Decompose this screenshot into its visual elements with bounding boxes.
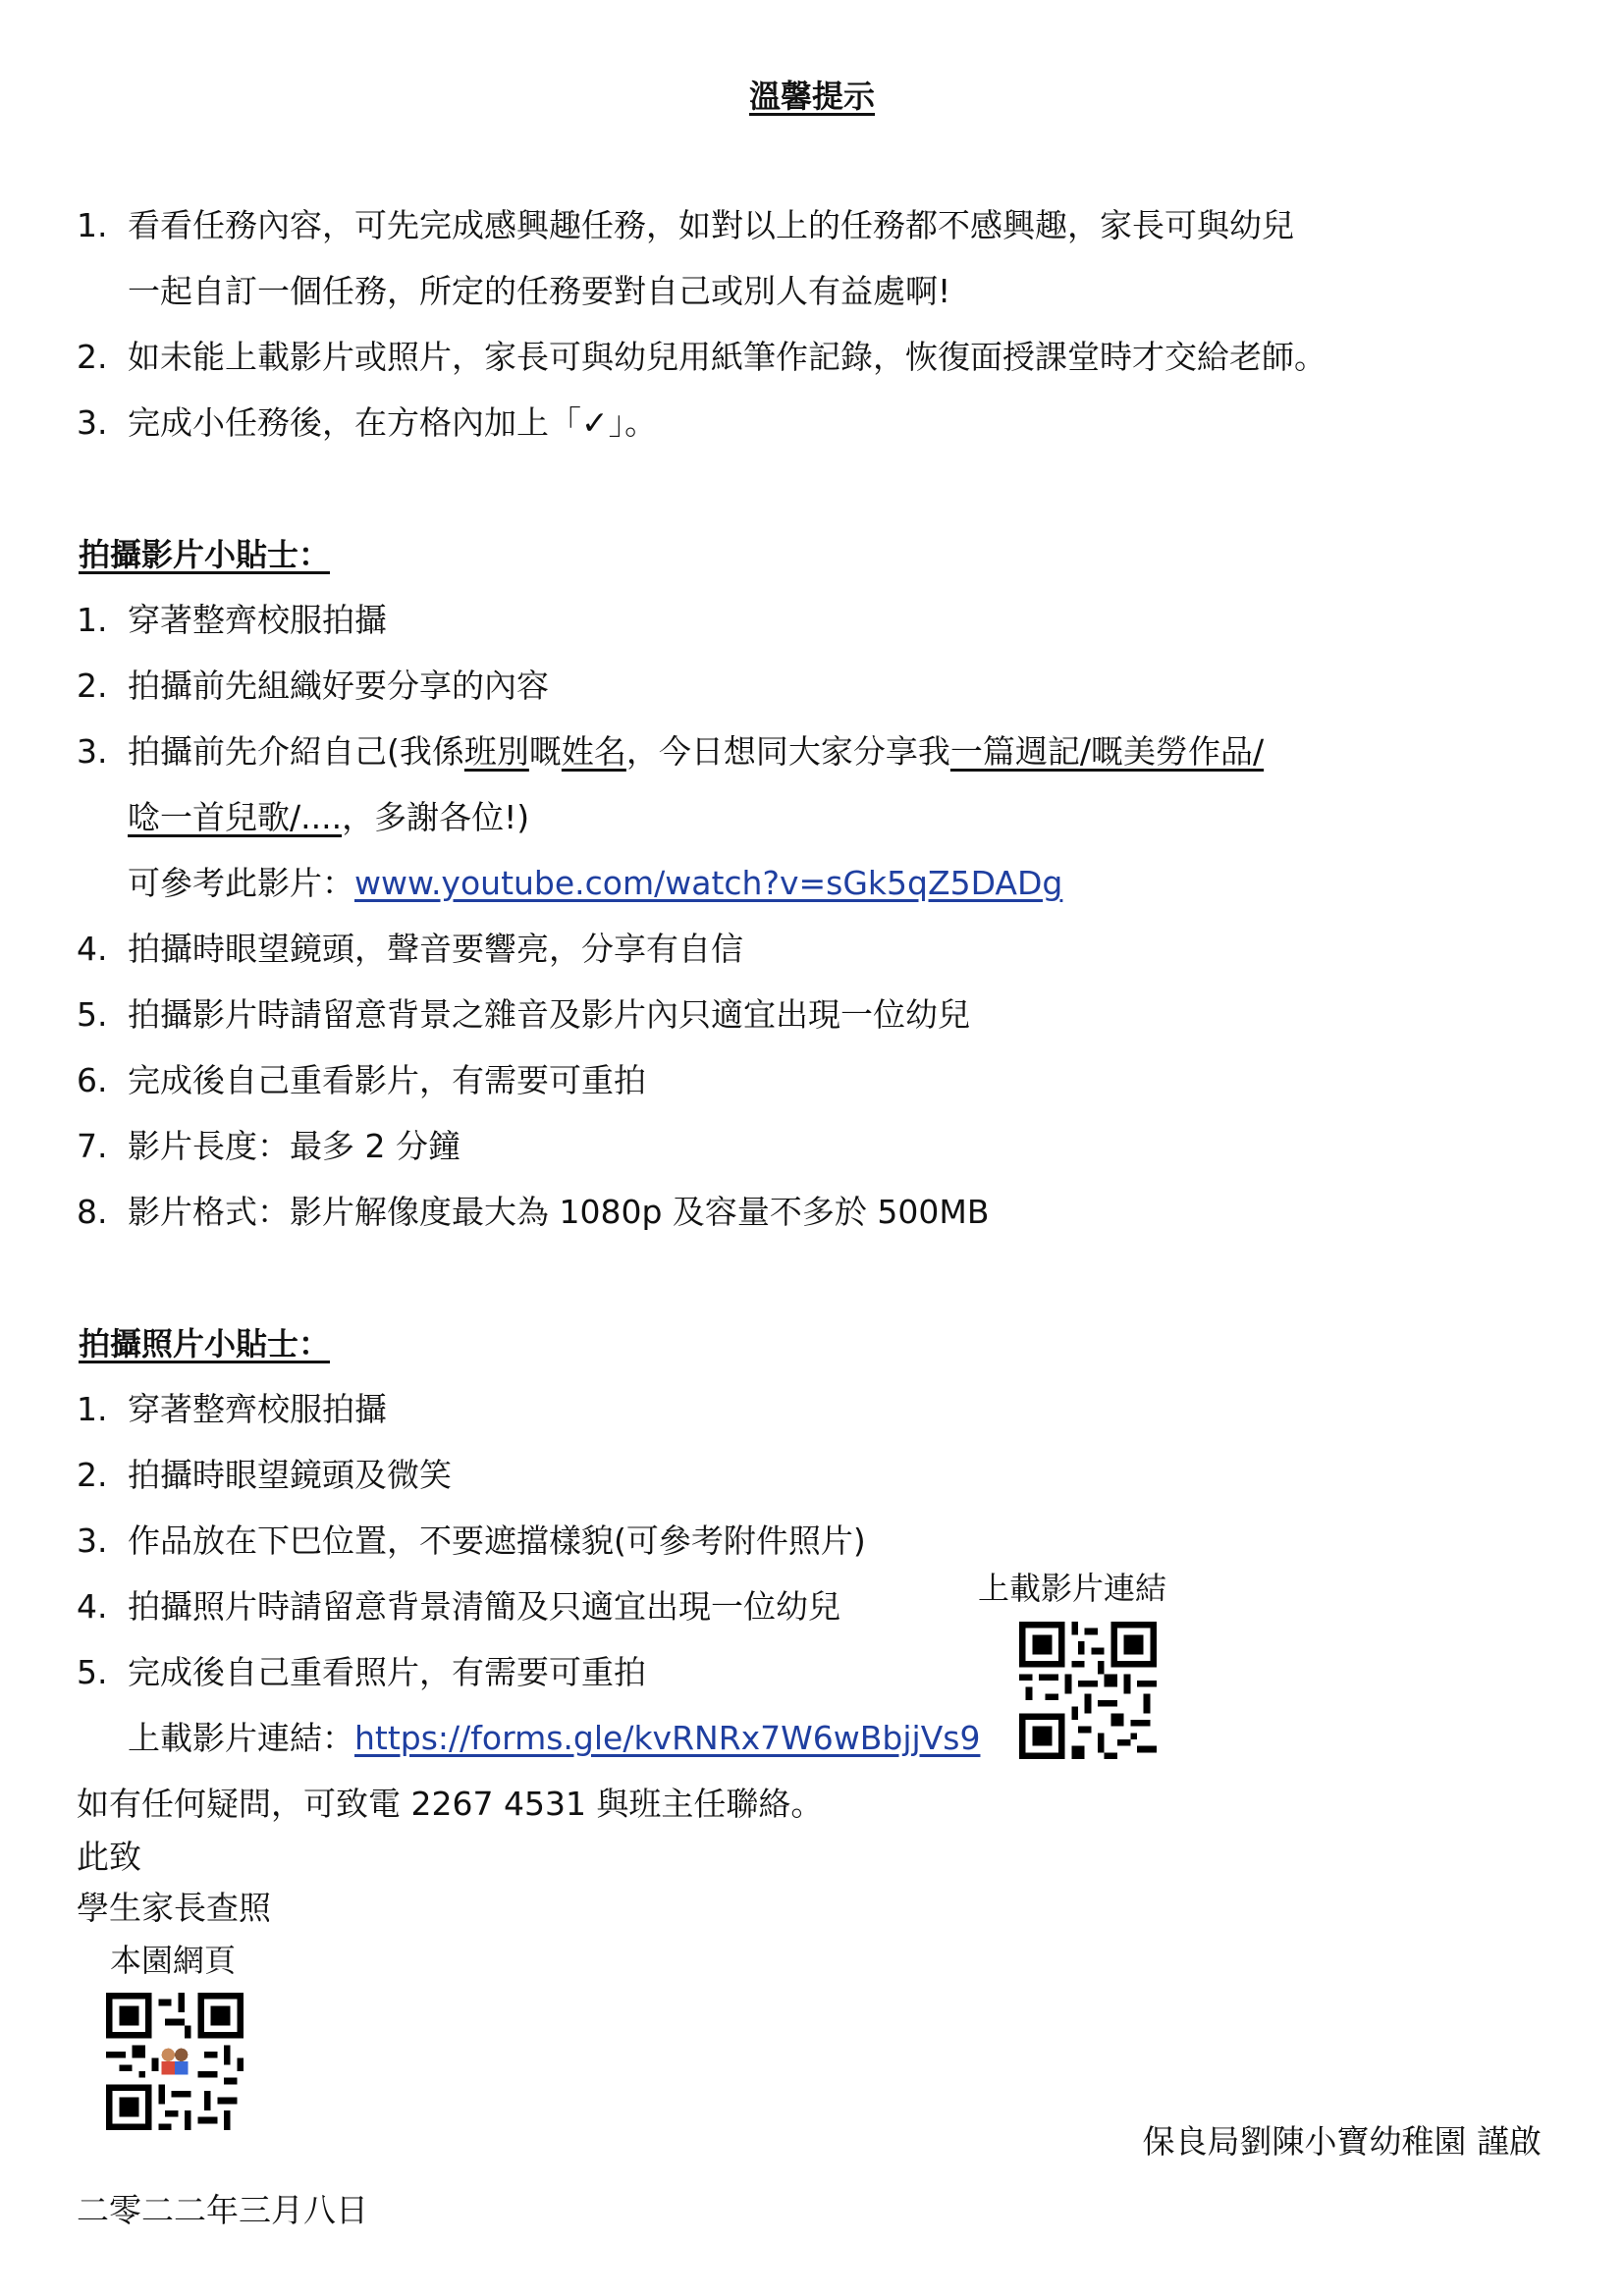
photo-tip-1-text: 穿著整齊校服拍攝: [128, 1390, 387, 1428]
closing-line-2: 學生家長查照: [77, 1889, 271, 1927]
issue-date: 二零二二年三月八日: [77, 2191, 368, 2229]
photo-tip-4-text: 拍攝照片時請留意背景清簡及只適宜出現一位幼兒: [128, 1587, 840, 1626]
video-tip-6-num: 6.: [77, 1061, 108, 1099]
video-tip-2-num: 2.: [77, 667, 108, 705]
photo-tip-4-num: 4.: [77, 1587, 108, 1626]
video-tip-4-text: 拍攝時眼望鏡頭，聲音要響亮，分享有自信: [128, 930, 743, 968]
intro-item-3-num: 3.: [77, 403, 108, 442]
class-placeholder: 班別: [463, 732, 529, 771]
photo-tip-2-num: 2.: [77, 1456, 108, 1494]
upload-qr-label: 上載影片連結: [978, 1570, 1167, 1607]
youtube-reference-link[interactable]: www.youtube.com/watch?v=sGk5qZ5DADg: [354, 864, 1063, 902]
intro-item-2-text: 如未能上載影片或照片，家長可與幼兒用紙筆作記錄，恢復面授課堂時才交給老師。: [128, 338, 1326, 376]
video-tip-1-num: 1.: [77, 601, 108, 639]
video-reference: [128, 862, 1062, 905]
video-tip-7-text: 影片長度：最多 2 分鐘: [128, 1127, 460, 1165]
photo-tip-5-text: 完成後自己重看照片，有需要可重拍: [128, 1653, 646, 1691]
photo-tip-1-num: 1.: [77, 1390, 108, 1428]
intro-item-1-line-2: 一起自訂一個任務，所定的任務要對自己或別人有益處啊!: [128, 272, 951, 310]
photo-tip-2-text: 拍攝時眼望鏡頭及微笑: [128, 1456, 452, 1494]
video-tip-1-text: 穿著整齊校服拍攝: [128, 601, 387, 639]
upload-qr-code[interactable]: [1019, 1622, 1157, 1759]
video-tip-4-num: 4.: [77, 930, 108, 968]
photo-tip-3-text: 作品放在下巴位置，不要遮擋樣貌(可參考附件照片): [128, 1522, 866, 1560]
video-tips-heading: 拍攝影片小貼士：: [79, 536, 331, 573]
closing-line-1: 此致: [77, 1838, 141, 1876]
video-tip-7-num: 7.: [77, 1127, 108, 1165]
qr-code-icon: [1019, 1622, 1157, 1759]
upload-link-row: [128, 1717, 980, 1760]
video-tip-3-text: 拍攝前先介紹自己(我係班別嘅姓名，今日想同大家分享我一篇週記/嘅美勞作品/: [128, 732, 1265, 771]
video-tip-8-text: 影片格式：影片解像度最大為 1080p 及容量不多於 500MB: [128, 1193, 990, 1231]
video-tip-6-text: 完成後自己重看影片，有需要可重拍: [128, 1061, 646, 1099]
video-tip-5-text: 拍攝影片時請留意背景之雜音及影片內只適宜出現一位幼兒: [128, 995, 970, 1034]
notice-page: 溫馨提示 1. 看看任務內容，可先完成感興趣任務，如對以上的任務都不感興趣，家長可與幼兒 一起自訂一個任務，所定的任務要對自己或別人有益處啊! 2. 如未能上載影片或照片，家長可與幼兒用紙筆作記錄，恢復面授課堂時才交給老師。 3. 完成小任務後，在方格內加上「✓」。 拍攝影片小貼士： 1. 穿著整齊校服拍攝 2. 拍攝前先組織好要分享的內容 3. 拍攝前先介紹自己(我係班別嘅姓名，今日想同大家分享我一篇週記/嘅美勞作品/ 唸一首兒歌/....，多謝各位!) 可參考此影片：www.youtube.com/watch?v=sGk5qZ5DADg 4. 拍攝時眼望鏡頭，聲音要響亮，分享有自信 5. 拍攝影片時請留意背景之雜音及影片內只適宜出現一位幼兒 6. 完成後自己重看影片，有需要可重拍 7. 影片長度：最多 2 分鐘 8. 影片格式：影片解像度最大為 1080p 及容量不多於 500MB 拍攝照片小貼士： 1. 穿著整齊校服拍攝 2. 拍攝時眼望鏡頭及微笑 3. 作品放在下巴位置，不要遮擋樣貌(可參考附件照片) 4. 拍攝照片時請留意背景清簡及只適宜出現一位幼兒 5. 完成後自己重看照片，有需要可重拍 上載影片連結：https://forms.gle/kvRNRx7W6wBbjjVs9 上載影片連結 如有任何疑問，可致電 2267 4531 與班主任聯絡。 此致 學生家長查照 本園網頁 保良局劉陳小寶幼稚園 謹啟 二零二二年三月八日: [0, 0, 1624, 2296]
website-qr-code[interactable]: [106, 1993, 244, 2130]
qr-code-icon: [106, 1993, 244, 2130]
photo-tip-3-num: 3.: [77, 1522, 108, 1560]
intro-item-3-text: 完成小任務後，在方格內加上「✓」。: [128, 403, 658, 442]
website-qr-label: 本園網頁: [110, 1942, 237, 1979]
photo-tips-heading: 拍攝照片小貼士：: [79, 1325, 331, 1362]
upload-form-link[interactable]: https://forms.gle/kvRNRx7W6wBbjjVs9: [354, 1719, 981, 1757]
upload-link-label: 上載影片連結：: [128, 1719, 354, 1757]
name-placeholder: 姓名: [561, 732, 626, 771]
video-tip-8-num: 8.: [77, 1193, 108, 1231]
video-tip-2-text: 拍攝前先組織好要分享的內容: [128, 667, 549, 705]
intro-item-1-line-1: 看看任務內容，可先完成感興趣任務，如對以上的任務都不感興趣，家長可與幼兒: [128, 206, 1294, 244]
photo-tip-5-num: 5.: [77, 1653, 108, 1691]
video-reference-label: 可參考此影片：: [128, 864, 354, 902]
intro-item-2-num: 2.: [77, 338, 108, 376]
share-item-placeholder: 一篇週記/嘅美勞作品/: [949, 732, 1265, 771]
video-tip-5-num: 5.: [77, 995, 108, 1034]
contact-text: 如有任何疑問，可致電 2267 4531 與班主任聯絡。: [77, 1785, 824, 1823]
video-tip-3-text-cont: 唸一首兒歌/....，多謝各位!): [128, 798, 530, 836]
page-title: 溫馨提示: [748, 78, 875, 115]
school-logo-icon: [158, 2045, 190, 2077]
video-tip-3-num: 3.: [77, 732, 108, 771]
signature: 保良局劉陳小寶幼稚園 謹啟: [1142, 2122, 1542, 2161]
